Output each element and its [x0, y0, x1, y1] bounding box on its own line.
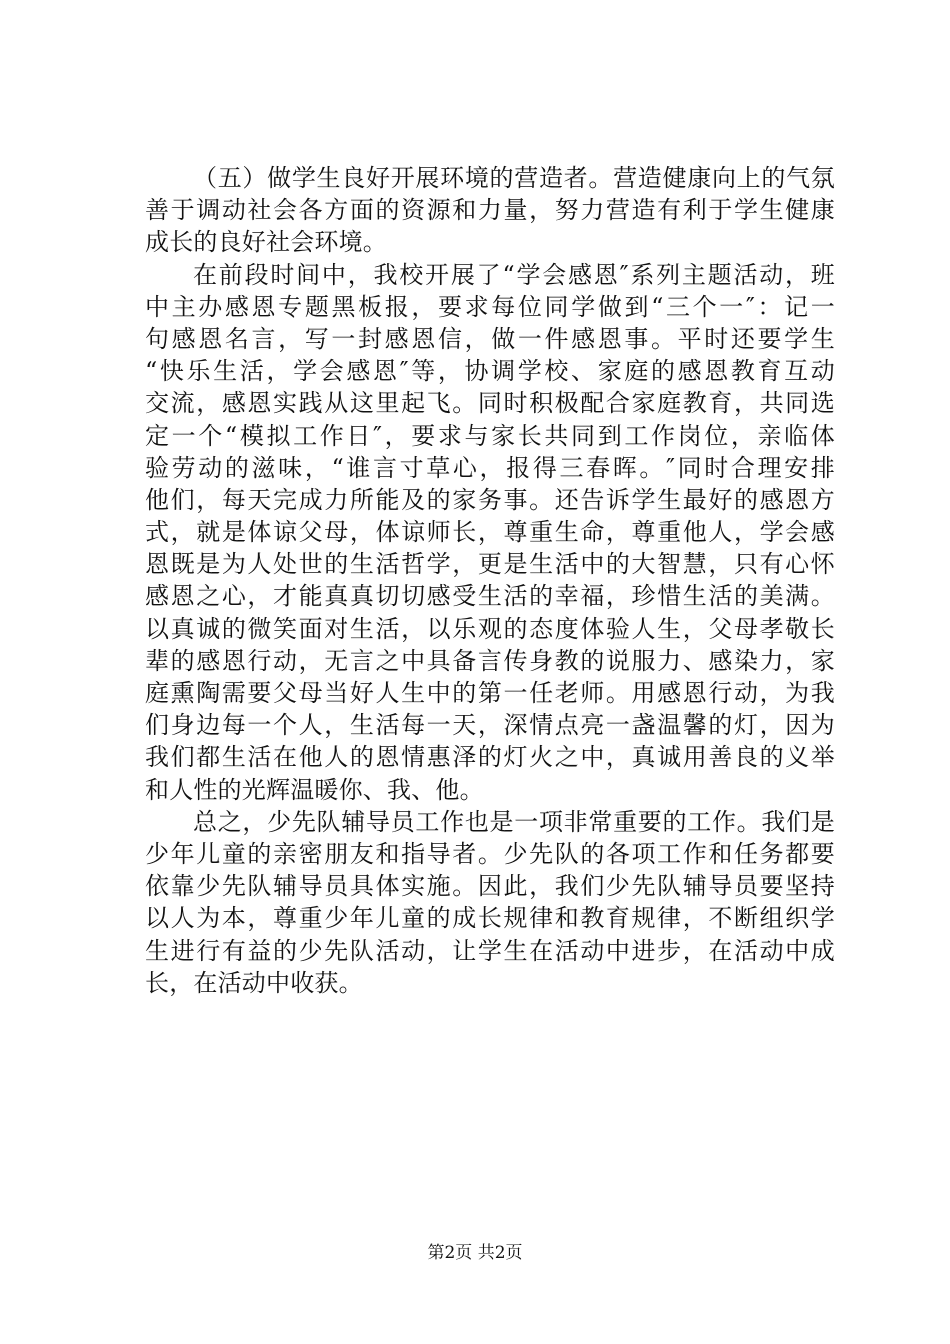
text-line: 们身边每一个人，生活每一天，深情点亮一盏温馨的灯，因为 [145, 711, 835, 740]
paragraph-gratitude [145, 259, 835, 806]
text-line: 成长的良好社会环境。 [145, 228, 387, 257]
text-line: 以人为本，尊重少年儿童的成长规律和教育规律，不断组织学 [145, 904, 835, 933]
text-line: 感恩之心，才能真真切切感受生活的幸福，珍惜生活的美满。 [145, 582, 835, 611]
text-line: 定一个“模拟工作日″，要求与家长共同到工作岗位，亲临体 [145, 421, 835, 450]
text-line: 长，在活动中收获。 [145, 968, 363, 997]
text-line: 辈的感恩行动，无言之中具备言传身教的说服力、感染力，家 [145, 646, 835, 675]
text-line: 中主办感恩专题黑板报，要求每位同学做到“三个一″：记一 [145, 292, 835, 321]
text-line: 他们，每天完成力所能及的家务事。还告诉学生最好的感恩方 [145, 485, 835, 514]
paragraph-five [145, 162, 835, 259]
text-line: 在前段时间中，我校开展了“学会感恩″系列主题活动，班 [193, 260, 835, 289]
page-footer: 第2页 共2页 [427, 1243, 523, 1263]
text-line: 生进行有益的少先队活动，让学生在活动中进步，在活动中成 [145, 936, 835, 965]
text-line: 我们都生活在他人的恩情惠泽的灯火之中，真诚用善良的义举 [145, 743, 835, 772]
text-line: “快乐生活，学会感恩″等，协调学校、家庭的感恩教育互动 [145, 357, 835, 386]
text-line: 和人性的光辉温暖你、我、他。 [145, 775, 484, 804]
text-line: 善于调动社会各方面的资源和力量，努力营造有利于学生健康 [145, 196, 835, 225]
text-line: 句感恩名言，写一封感恩信，做一件感恩事。平时还要学生 [145, 324, 835, 353]
text-line: 验劳动的滋味，“谁言寸草心，报得三春晖。″同时合理安排 [145, 453, 835, 482]
text-line: （五）做学生良好开展环境的营造者。营造健康向上的气氛 [193, 164, 835, 192]
document-body [145, 162, 835, 999]
text-line: 依靠少先队辅导员具体实施。因此，我们少先队辅导员要坚持 [145, 872, 835, 901]
paragraph-summary [145, 806, 835, 999]
text-line: 交流，感恩实践从这里起飞。同时积极配合家庭教育，共同选 [145, 389, 835, 418]
text-line: 以真诚的微笑面对生活，以乐观的态度体验人生，父母孝敬长 [145, 614, 835, 643]
text-line: 式，就是体谅父母，体谅师长，尊重生命，尊重他人，学会感 [145, 518, 835, 547]
text-line: 庭熏陶需要父母当好人生中的第一任老师。用感恩行动，为我 [145, 679, 835, 707]
text-line: 总之，少先队辅导员工作也是一项非常重要的工作。我们是 [193, 807, 835, 836]
text-line: 恩既是为人处世的生活哲学，更是生活中的大智慧，只有心怀 [145, 550, 835, 579]
text-line: 少年儿童的亲密朋友和指导者。少先队的各项工作和任务都要 [145, 839, 835, 868]
